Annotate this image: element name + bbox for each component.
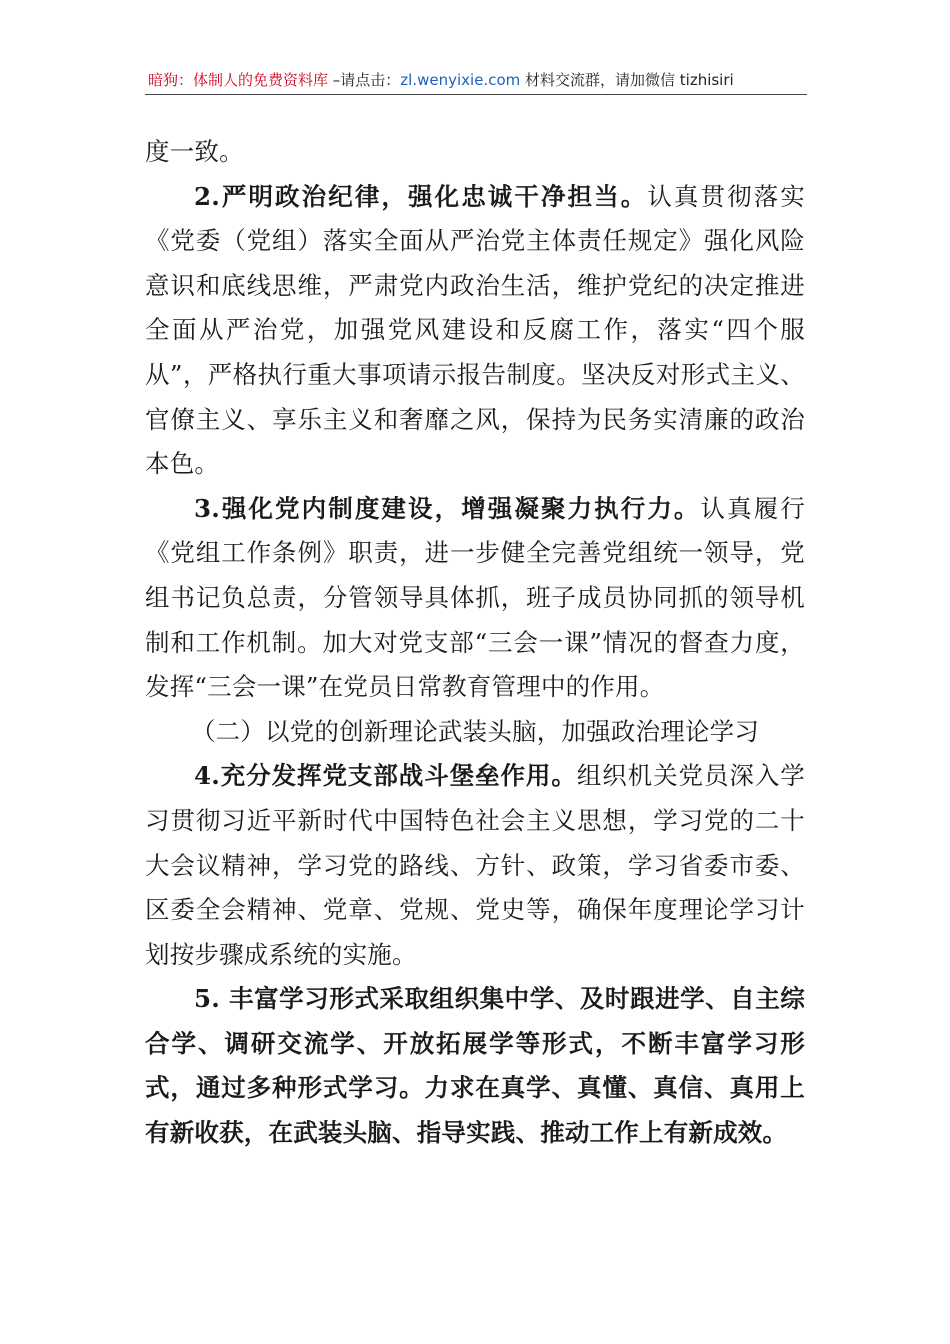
- header-click-label: –请点击：: [328, 71, 401, 89]
- item-2-body: 认真贯彻落实《党委（党组）落实全面从严治党主体责任规定》强化风险意识和底线思维，严肃党内政治生活，维护党纪的决定推进全面从严治党，加强党风建设和反腐工作，落实“四个服从”，严格执行重大事项请示报告制度。坚决反对形式主义、官僚主义、享乐主义和奢靡之风，保持为民务实清廉的政治本色。: [145, 181, 805, 479]
- header-url-link[interactable]: zl.wenyixie.com: [400, 71, 521, 89]
- section-2-heading: （二）以党的创新理论武装头脑，加强政治理论学习: [190, 716, 760, 746]
- page-header: [148, 66, 808, 94]
- paragraph-item-5: 5. 丰富学习形式采取组织集中学、及时跟进学、自主综合学、调研交流学、开放拓展学等形式，不断丰富学习形式，通过多种形式学习。力求在真学、真懂、真信、真用上有新收获，在武装头脑、指导实践、推动工作上有新成效。: [145, 984, 805, 1148]
- item-4-heading: 4.充分发挥党支部战斗堡垒作用。: [194, 761, 577, 791]
- header-divider: [145, 94, 807, 95]
- item-3-body: 认真履行《党组工作条例》职责，进一步健全完善党组统一领导，党组书记负总责，分管领导具体抓，班子成员协同抓的领导机制和工作机制。加大对党支部“三会一课”情况的督查力度，发挥“三会一课”在党员日常教育管理中的作用。: [145, 493, 805, 702]
- header-site-name: 暗狗：体制人的免费资料库: [148, 71, 329, 89]
- item-3-heading: 3.强化党内制度建设，增强凝聚力执行力。: [194, 493, 701, 523]
- paragraph-item-2: [145, 175, 805, 487]
- document-body: [145, 130, 805, 1156]
- paragraph-continuation: 度一致。: [145, 137, 244, 166]
- paragraph-item-3: [145, 487, 805, 710]
- item-4-body: 组织机关党员深入学习贯彻习近平新时代中国特色社会主义思想，学习党的二十大会议精神，学习党的路线、方针、政策，学习省委市委、区委全会精神、党章、党规、党史等，确保年度理论学习计划按步骤成系统的实施。: [145, 761, 805, 969]
- paragraph-item-4: [145, 754, 805, 977]
- item-2-heading: 2.严明政治纪律，强化忠诚干净担当。: [194, 181, 648, 211]
- header-contact: 材料交流群，请加微信 tizhisiri: [520, 71, 734, 89]
